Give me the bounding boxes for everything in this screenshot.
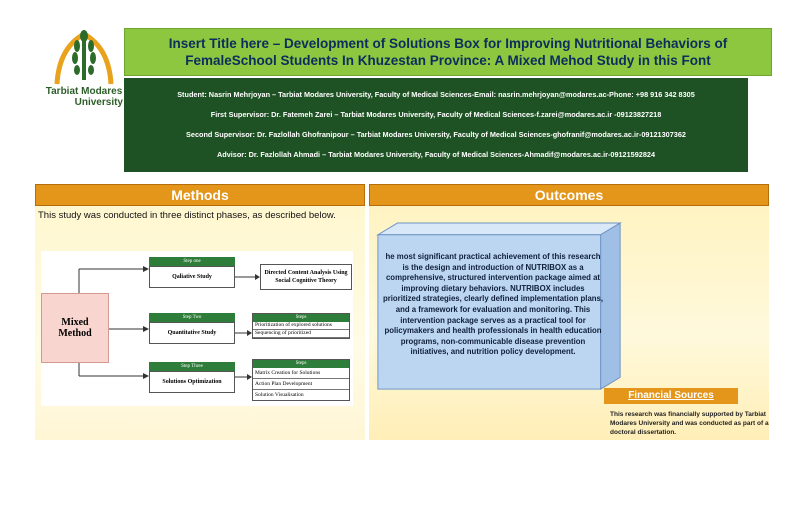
methods-diagram: [41, 251, 353, 406]
logo-text-line1: Tarbiat Modares: [45, 86, 123, 97]
outcomes-text-a: he most significant practical achievement of this research is the design and introduction of: [385, 252, 601, 272]
step-three-steps: [252, 359, 350, 401]
step-two-item-1: Prioritization of explored solutions: [253, 322, 349, 330]
step-three-steps-header: Steps: [253, 360, 349, 368]
logo-text-line2: University: [74, 97, 123, 108]
step-three-label: Step Three: [149, 362, 235, 371]
mixed-method-line2: Method: [58, 328, 92, 339]
outcomes-text: [382, 252, 604, 358]
step-two-item-2: Sequencing of prioritized: [253, 330, 349, 338]
step-two-box: Quantitative Study: [149, 322, 235, 344]
mixed-method-box: [41, 293, 109, 363]
step-two-label: Step Two: [149, 313, 235, 322]
first-supervisor-line: First Supervisor: Dr. Fatemeh Zarei – Tarbiat Modares University, Faculty of Medical Sciences-f.zarei@modares.ac.ir -09123827218: [210, 110, 662, 119]
financial-sources-text: This research was financially supported by Tarbiat Modares University and was conducted as part of a doctoral dissertation.: [610, 411, 769, 436]
nutribox-name: NUTRIBOX: [525, 262, 567, 272]
student-line: Student: Nasrin Mehrjoyan – Tarbiat Modares University, Faculty of Medical Sciences-Email: nasrin.mehrjoyan@modares.ac-Phone: +98 916 342 8305: [177, 90, 695, 99]
methods-intro: This study was conducted in three distinct phases, as described below.: [38, 210, 336, 221]
step-three-item-2: Action Plan Development: [253, 379, 349, 390]
poster-title-line1: Insert Title here – Development of Solutions Box for Improving Nutritional Behaviors of: [168, 36, 728, 51]
step-one-label: Step one: [149, 257, 235, 266]
step-one-box: Qaliative Study: [149, 266, 235, 288]
step-three-item-1: Matrix Creation for Solutions: [253, 368, 349, 379]
title-box: [124, 28, 772, 76]
financial-sources-heading: Financial Sources: [604, 388, 738, 404]
mixed-method-line1: Mixed: [61, 317, 89, 328]
methods-heading: Methods: [35, 184, 365, 206]
step-one-output: Directed Content Analysis Using Social Cognitive Theory: [260, 264, 352, 290]
step-three-item-3: Solution Visualisation: [255, 392, 304, 398]
wheat-logo-icon: [53, 28, 115, 86]
university-logo: [45, 28, 123, 108]
authors-box: [124, 78, 748, 172]
step-three-box: Solutions Optimization: [149, 371, 235, 393]
outcomes-heading: Outcomes: [369, 184, 769, 206]
step-two-steps: [252, 313, 350, 339]
advisor-line: Advisor: Dr. Fazlollah Ahmadi – Tarbiat Modares University, Faculty of Medical Sciences-Ahmadif@modares.ac.ir-09121592824: [216, 150, 656, 159]
poster-title-line2: FemaleSchool Students In Khuzestan Province: A Mixed Mehod Study in this Font: [185, 53, 711, 68]
outcomes-text-b: as a comprehensive, structured intervention package aimed at improving dietary behaviors. NUTRIBOX includes prioritized strategies, clearly defined implementation plans, and a framework for evaluation and monitoring. This intervention package serves as a practical tool for policymakers and health professionals in health education programs, non-communicable disease prevention initiatives, and nutrition policy development.: [382, 262, 604, 357]
second-supervisor-line: Second Supervisor: Dr. Fazlollah Ghofranipour – Tarbiat Modares University, Faculty of Medical Sciences-ghofranif@modares.ac.ir-09121307362: [186, 130, 686, 139]
step-two-steps-header: Steps: [253, 314, 349, 322]
